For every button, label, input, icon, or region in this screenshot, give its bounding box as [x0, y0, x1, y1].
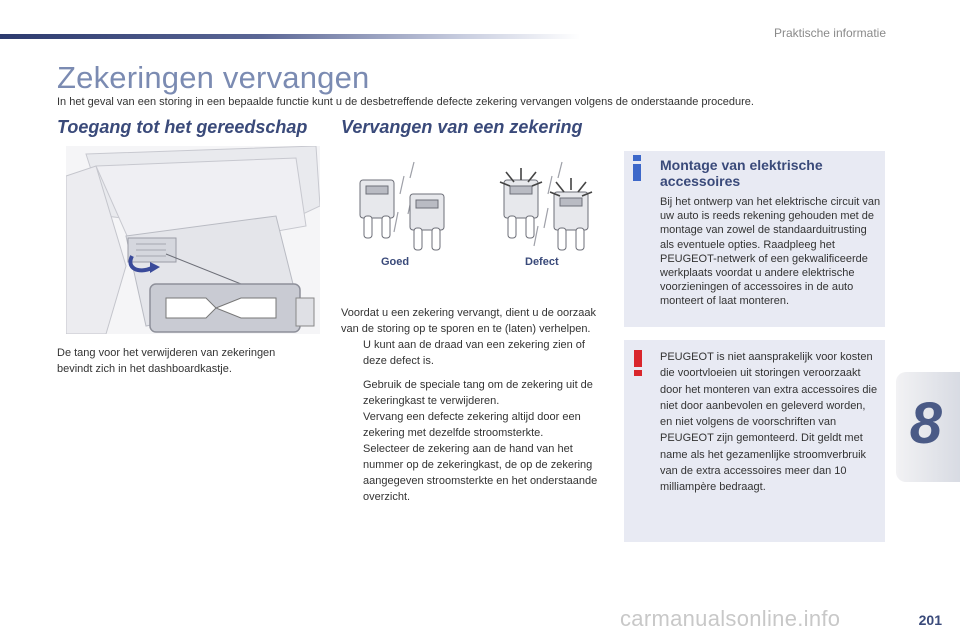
info-title: Montage van elektrische accessoires [660, 157, 823, 189]
list-item: Selecteer de zekering aan de hand van het nummer op de zekeringkast, de op de zekering aangegeven stroomsterkte en het onderstaande overzicht. [363, 443, 598, 503]
label-good: Goed [381, 256, 410, 268]
exclamation-icon [633, 350, 643, 376]
info-text: Bij het ontwerp van het elektrische circuit van uw auto is reeds rekening gehouden met de montage van zowel de standaarduitrusting als eventuele opties. Raadpleeg het PEUGEOT-netwerk of een gekwalificeerde werkplaats voordat u andere elektrische voorzieningen of accessoires in de auto monteert of laat monteren. [660, 196, 881, 308]
info-icon [632, 155, 642, 181]
header-bar [0, 34, 580, 39]
glovebox-illustration [66, 146, 320, 334]
fuse-illustration [348, 152, 598, 272]
chapter-number: 8 [909, 391, 942, 456]
list-item: Gebruik de speciale tang om de zekering uit de zekeringkast te verwijderen. [363, 379, 593, 407]
tool-caption: De tang voor het verwijderen van zekeringen bevindt zich in het dashboardkastje. [57, 347, 276, 375]
instruction-list [341, 337, 603, 505]
replace-instructions [341, 305, 603, 505]
warning-text: PEUGEOT is niet aansprakelijk voor kosten die voortvloeien uit storingen veroorzaakt door het monteren van extra accessoires die niet door aanbevolen en geleverd worden, en niet volgens de voorschriften van PEUGEOT zijn gemonteerd. Dit geldt met name als het gezamenlijke stroomverbruik van de extra accessoires meer dan 10 milliampère bedraagt. [660, 351, 878, 494]
page-title: Zekeringen vervangen [57, 60, 370, 95]
heading-replace-fuse: Vervangen van een zekering [341, 117, 583, 137]
list-item: Vervang een defecte zekering altijd door een zekering met dezelfde stroomsterkte. [363, 411, 581, 439]
intro-text: In het geval van een storing in een bepaalde functie kunt u de desbetreffende defecte zekering vervangen volgens de onderstaande procedure. [57, 96, 754, 108]
label-defect: Defect [525, 256, 559, 268]
section-header: Praktische informatie [773, 26, 886, 40]
intro-paragraph: Voordat u een zekering vervangt, dient u de oorzaak van de storing op te sporen en te (laten) verhelpen. [341, 307, 597, 335]
watermark: carmanualsonline.info [620, 606, 841, 631]
page-number: 201 [918, 612, 942, 628]
heading-tool-access: Toegang tot het gereedschap [57, 117, 308, 137]
list-item: U kunt aan de draad van een zekering zien of deze defect is. [363, 339, 585, 367]
